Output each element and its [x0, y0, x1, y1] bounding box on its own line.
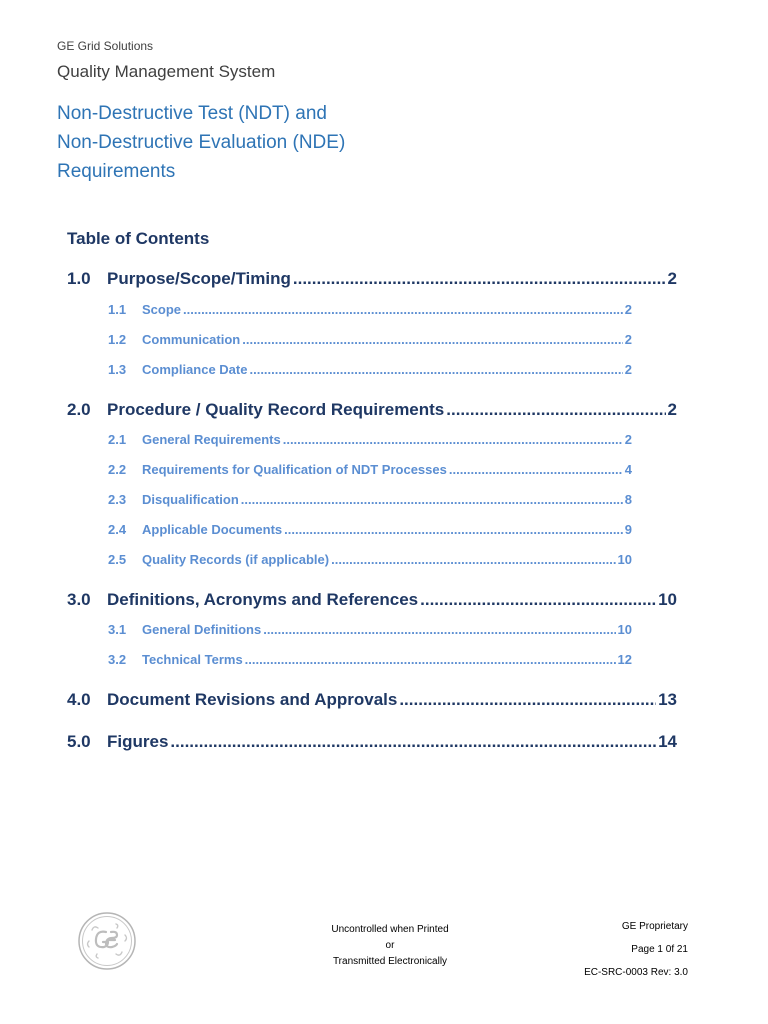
- toc-entry-1-3[interactable]: [108, 362, 632, 377]
- toc-number: 4.0: [67, 690, 91, 709]
- title-line-2: Non-Destructive Evaluation (NDE): [57, 132, 346, 153]
- toc-heading: Table of Contents: [67, 229, 210, 248]
- title-line-3: Requirements: [57, 161, 176, 182]
- toc-number: 1.3: [108, 362, 127, 377]
- toc-leader: [449, 462, 623, 477]
- toc-page: 10: [658, 590, 677, 609]
- toc-entry-2-3[interactable]: [108, 492, 632, 507]
- toc-number: 3.0: [67, 590, 91, 609]
- ge-monogram-logo-icon: [78, 912, 136, 970]
- toc-leader: [446, 400, 665, 420]
- toc-number: 3.2: [108, 652, 127, 667]
- toc-number: 2.5: [108, 552, 127, 567]
- toc-entry-3-1[interactable]: [108, 622, 632, 637]
- system-name: Quality Management System: [57, 62, 276, 81]
- toc-label: Definitions, Acronyms and References: [107, 590, 419, 609]
- toc-entry-3-2[interactable]: [108, 652, 632, 667]
- toc-number: 1.0: [67, 269, 91, 288]
- toc-label: Disqualification: [142, 492, 239, 507]
- toc-label: General Requirements: [142, 432, 281, 447]
- toc-label: Quality Records (if applicable): [142, 552, 330, 567]
- document-info: [584, 915, 688, 984]
- toc-entry-4-0[interactable]: [67, 690, 677, 710]
- toc-leader: [331, 552, 615, 567]
- notice-line-2: or: [385, 940, 395, 951]
- uncontrolled-notice: [300, 922, 480, 970]
- toc-label: Applicable Documents: [142, 522, 283, 537]
- toc-entry-2-0[interactable]: [67, 400, 677, 420]
- toc-number: 1.2: [108, 332, 127, 347]
- toc-leader: [245, 652, 616, 667]
- toc-entry-2-4[interactable]: [108, 522, 632, 537]
- toc-leader: [399, 690, 656, 710]
- toc-label: Procedure / Quality Record Requirements: [107, 400, 445, 419]
- toc-number: 1.1: [108, 302, 127, 317]
- company-name: GE Grid Solutions: [57, 39, 154, 53]
- notice-line-1: Uncontrolled when Printed: [331, 924, 449, 935]
- toc-page: 10: [617, 552, 632, 567]
- toc-page: 2: [624, 332, 632, 347]
- toc-page: 10: [617, 622, 632, 637]
- toc-number: 2.0: [67, 400, 91, 419]
- toc-leader: [293, 269, 666, 289]
- toc-page: 2: [624, 362, 632, 377]
- toc-label: General Definitions: [142, 622, 262, 637]
- toc-leader: [283, 432, 623, 447]
- toc-entry-3-0[interactable]: [67, 590, 677, 610]
- toc-entry-5-0[interactable]: [67, 732, 677, 752]
- toc-number: 2.4: [108, 522, 127, 537]
- toc-label: Communication: [142, 332, 241, 347]
- toc-label: Requirements for Qualification of NDT Processes: [142, 462, 447, 477]
- toc-entry-2-1[interactable]: [108, 432, 632, 447]
- toc-leader: [263, 622, 615, 637]
- toc-leader: [242, 332, 623, 347]
- toc-number: 2.1: [108, 432, 127, 447]
- toc-label: Technical Terms: [142, 652, 243, 667]
- toc-leader: [420, 590, 656, 610]
- toc-page: 13: [658, 690, 677, 709]
- toc-page: 2: [624, 302, 632, 317]
- toc-entry-1-1[interactable]: [108, 302, 632, 317]
- toc-label: Compliance Date: [142, 362, 248, 377]
- toc-page: 9: [624, 522, 632, 537]
- notice-line-3: Transmitted Electronically: [332, 956, 448, 967]
- toc-number: 5.0: [67, 732, 91, 751]
- toc-label: Document Revisions and Approvals: [107, 690, 398, 709]
- proprietary-label: GE Proprietary: [621, 921, 688, 932]
- toc-page: 4: [624, 462, 632, 477]
- toc-leader: [241, 492, 623, 507]
- toc-page: 12: [617, 652, 632, 667]
- page-number: Page 1 0f 21: [631, 944, 688, 955]
- document-title: [57, 99, 345, 186]
- toc-label: Scope: [142, 302, 182, 317]
- toc-leader: [183, 302, 623, 317]
- toc-leader: [170, 732, 656, 752]
- toc-entry-2-5[interactable]: [108, 552, 632, 567]
- toc-page: 2: [624, 432, 632, 447]
- toc-entry-1-0[interactable]: [67, 269, 677, 289]
- toc-leader: [284, 522, 623, 537]
- title-line-1: Non-Destructive Test (NDT) and: [57, 103, 327, 124]
- document-id: EC-SRC-0003 Rev: 3.0: [584, 967, 688, 978]
- toc-page: 14: [658, 732, 677, 751]
- toc-page: 2: [667, 400, 677, 419]
- toc-page: 8: [624, 492, 632, 507]
- toc-entry-2-2[interactable]: [108, 462, 632, 477]
- toc-label: Figures: [107, 732, 169, 751]
- toc-label: Purpose/Scope/Timing: [107, 269, 291, 288]
- toc-page: 2: [667, 269, 677, 288]
- toc-number: 2.2: [108, 462, 127, 477]
- toc-number: 3.1: [108, 622, 127, 637]
- toc-leader: [249, 362, 622, 377]
- toc-number: 2.3: [108, 492, 127, 507]
- toc-entry-1-2[interactable]: [108, 332, 632, 347]
